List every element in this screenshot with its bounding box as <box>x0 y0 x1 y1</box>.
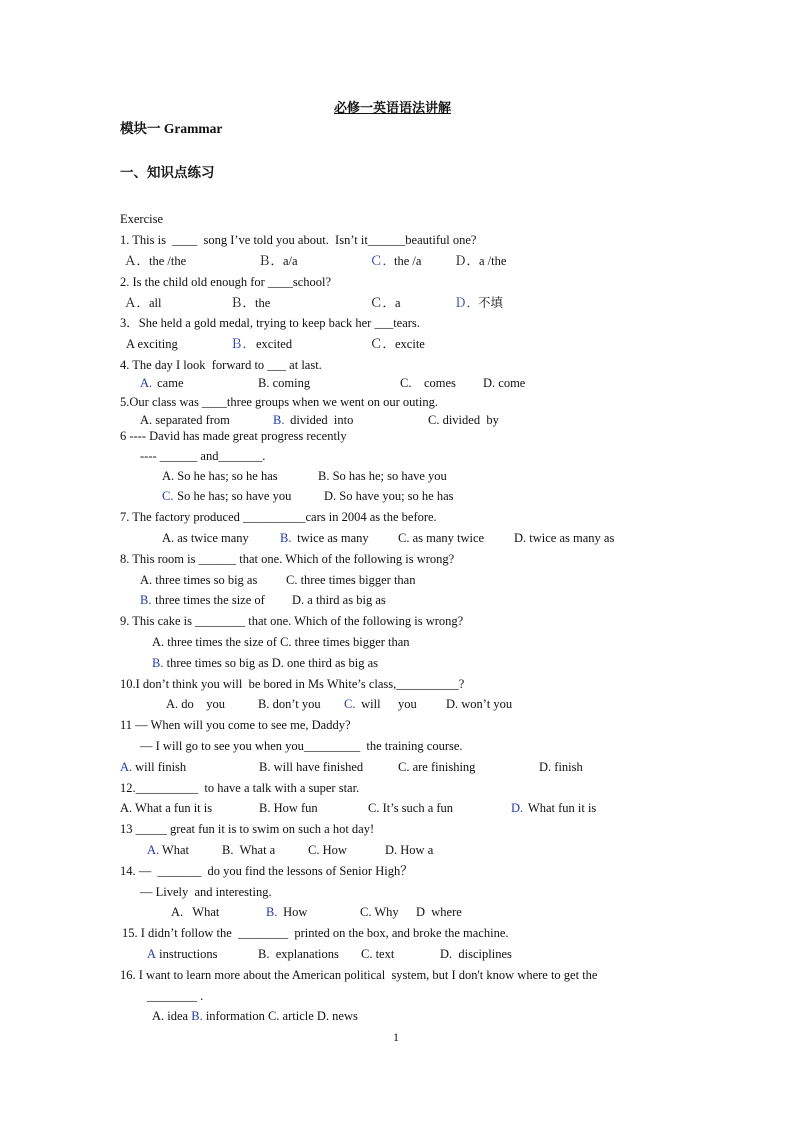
question-line: 7. The factory produced __________cars in 2004 as the before. <box>120 510 437 524</box>
question-line: — Lively and interesting. <box>140 885 272 899</box>
question-line: — I will go to see you when you_________ the training course. <box>140 739 463 753</box>
question-line: 14. — _______ do you find the lessons of Senior High？ <box>120 864 413 878</box>
question-line: 1. This is ____ song I’ve told you about. Isn’t it______beautiful one? <box>120 233 477 247</box>
options-line: B. three times so big as D. one third as big as <box>152 656 379 670</box>
question-line: 8. This room is ______ that one. Which of the following is wrong? <box>120 552 455 566</box>
question-line: 2. Is the child old enough for ____school? <box>120 275 332 289</box>
question-line: 4. The day I look forward to ___ at last. <box>120 358 322 372</box>
question-line: 15. I didn’t follow the ________ printed on the box, and broke the machine. <box>122 926 509 940</box>
question-line: 11 — When will you come to see me, Daddy? <box>120 718 351 732</box>
exercise-label: Exercise <box>120 212 164 226</box>
options-line: A. three times the size of C. three times bigger than <box>152 635 410 649</box>
question-line: 3．She held a gold medal, trying to keep back her ___tears. <box>120 316 420 330</box>
document-title: 必修一英语语法讲解 <box>334 100 452 115</box>
options-line: A. idea B. information C. article D. news <box>152 1009 358 1023</box>
question-line: 5.Our class was ____three groups when we went on our outing. <box>120 395 438 409</box>
question-line: 13 _____ great fun it is to swim on such a hot day! <box>120 822 375 836</box>
question-line: ---- ______ and_______. <box>140 449 266 463</box>
question-line: 10.I don’t think you will be bored in Ms White’s class,__________? <box>120 677 465 691</box>
module-heading: 模块一 Grammar <box>120 121 223 136</box>
question-line: 12.__________ to have a talk with a super star. <box>120 781 360 795</box>
page-number: 1 <box>393 1030 399 1044</box>
section-heading: 一、知识点练习 <box>120 165 215 180</box>
question-line: 6 ---- David has made great progress recently <box>120 429 347 443</box>
question-line: 9. This cake is ________ that one. Which of the following is wrong? <box>120 614 464 628</box>
question-line: 16. I want to learn more about the American political system, but I don't know where to get the <box>120 968 598 982</box>
question-line: ________ . <box>147 989 204 1003</box>
